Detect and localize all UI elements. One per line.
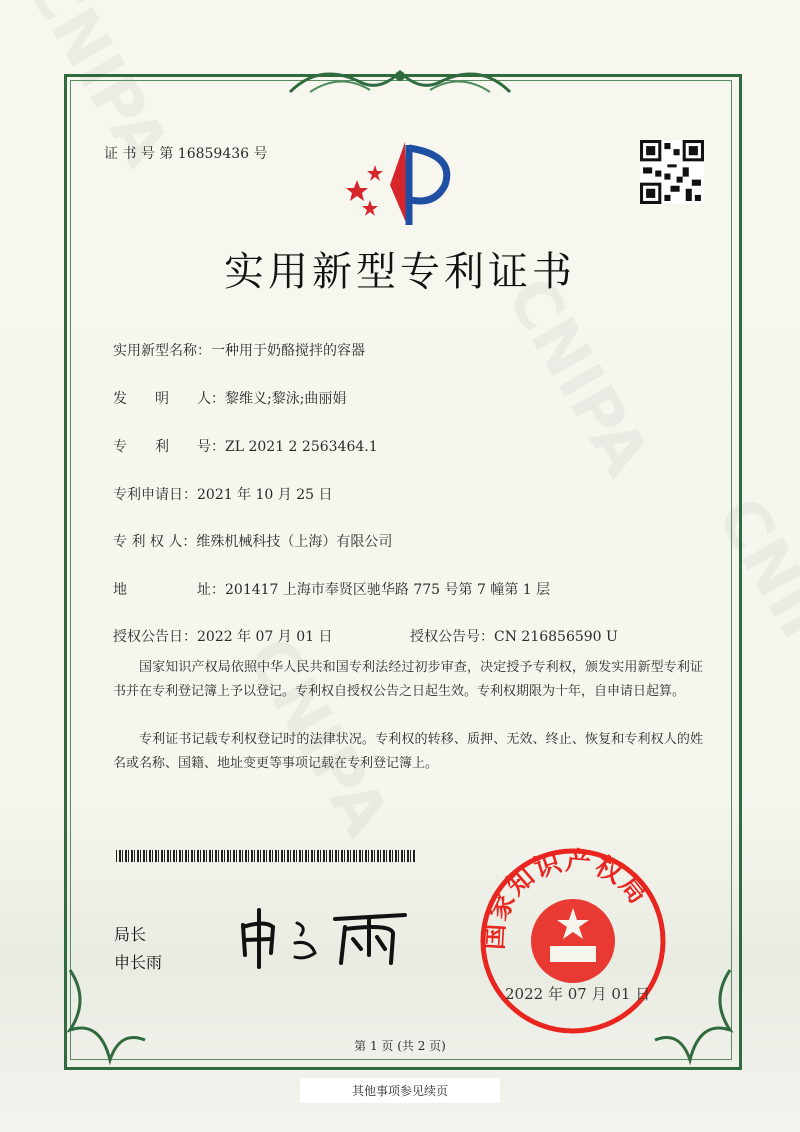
field-value: 黎维义;黎泳;曲丽娟: [225, 391, 347, 407]
legal-status-statement: 专利证书记载专利权登记时的法律状况。专利权的转移、质押、无效、终止、恢复和专利权人的姓名或名称、国籍、地址变更等事项记载在专利登记簿上。: [113, 732, 703, 771]
field-value: 201417 上海市奉贤区驰华路 775 号第 7 幢第 1 层: [225, 582, 551, 598]
director-name: 申长雨: [114, 953, 163, 972]
field-inventors: [113, 388, 346, 408]
field-announcement-number: [410, 626, 618, 646]
page-indicator: 第 1 页 (共 2 页): [354, 1039, 446, 1053]
field-value: 一种用于奶酪搅拌的容器: [211, 343, 365, 359]
barcode: [116, 850, 416, 862]
top-ornament: [280, 62, 520, 102]
certificate-title: 实用新型专利证书: [224, 249, 576, 295]
field-label: 地 址：: [113, 582, 225, 598]
field-patentee: [113, 531, 392, 551]
field-label: 实用新型名称：: [113, 343, 211, 359]
footer-note: 其他事项参见续页: [300, 1078, 500, 1103]
field-grant-date: [113, 626, 333, 646]
seal-date: 2022 年 07 月 01 日: [505, 985, 651, 1003]
field-value: 2021 年 10 月 25 日: [197, 487, 333, 503]
grant-statement: 国家知识产权局依照中华人民共和国专利法经过初步审查，决定授予专利权，颁发实用新型专利证书并在专利登记簿上予以登记。专利权自授权公告之日起生效。专利权期限为十年，自申请日起算。: [113, 660, 703, 699]
certificate-number: 证 书 号 第 16859436 号: [104, 146, 268, 162]
field-label: 发 明 人：: [113, 391, 225, 407]
field-value: CN 216856590 U: [494, 629, 618, 645]
seal-text: 国家知识产权局: [479, 846, 654, 951]
field-value: ZL 2021 2 2563464.1: [225, 439, 378, 455]
official-seal: [478, 846, 668, 1036]
cnipa-logo: [345, 140, 455, 230]
qr-code: [640, 140, 704, 204]
field-address: [113, 579, 550, 599]
field-label: 专利申请日：: [113, 487, 197, 503]
director-signature: [235, 905, 415, 970]
field-label: 授权公告日：: [113, 629, 197, 645]
field-application-date: [113, 484, 333, 504]
field-label: 授权公告号：: [410, 629, 494, 645]
field-value: 维殊机械科技（上海）有限公司: [196, 534, 393, 550]
director-title: 局长: [114, 925, 147, 944]
field-patent-number: [113, 436, 378, 456]
field-utility-model-name: [113, 340, 365, 360]
field-label: 专 利 权 人：: [113, 534, 197, 550]
field-value: 2022 年 07 月 01 日: [197, 629, 333, 645]
field-label: 专 利 号：: [113, 439, 225, 455]
